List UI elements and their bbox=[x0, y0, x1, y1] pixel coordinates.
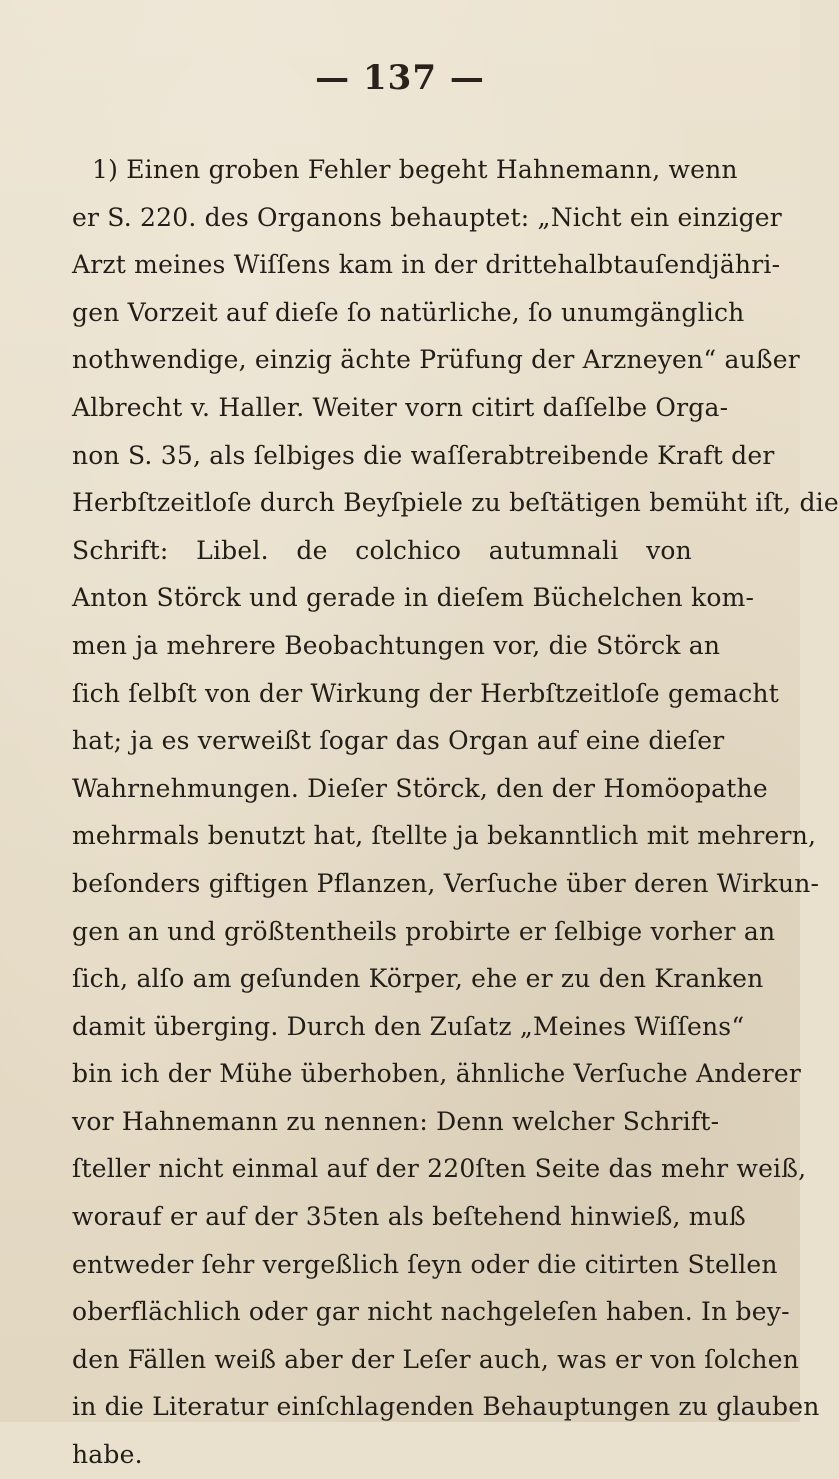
text-line-28: habe. bbox=[72, 1440, 143, 1470]
text-line-27: in die Literatur einſchlagenden Behauptungen zu glauben bbox=[72, 1392, 820, 1422]
text-line-5: nothwendige, einzig ächte Prüfung der Arzneyen“ außer bbox=[72, 345, 800, 375]
text-line-15: mehrmals benutzt hat, ſtellte ja bekanntlich mit mehrern, bbox=[72, 821, 817, 851]
text-line-26: den Fällen weiß aber der Leſer auch, was er von ſolchen bbox=[72, 1344, 800, 1374]
text-line-9: Schrift: Libel. de colchico autumnali von bbox=[72, 535, 692, 565]
text-line-25: oberflächlich oder gar nicht nachgeleſen haben. In bey- bbox=[72, 1297, 790, 1327]
text-line-22: ſteller nicht einmal auf der 220ſten Seite das mehr weiß, bbox=[72, 1154, 807, 1184]
text-line-2: er S. 220. des Organons behauptet: „Nicht ein einziger bbox=[72, 202, 782, 232]
text-line-3: Arzt meines Wiſſens kam in der drittehalbtauſendjähri- bbox=[72, 250, 781, 280]
text-line-13: hat; ja es verweißt ſogar das Organ auf eine dieſer bbox=[72, 726, 725, 756]
text-line-11: men ja mehrere Beobachtungen vor, die Störck an bbox=[72, 630, 721, 660]
text-line-7: non S. 35, als ſelbiges die waſſerabtreibende Kraft der bbox=[72, 440, 775, 470]
text-line-14: Wahrnehmungen. Dieſer Störck, den der Homöopathe bbox=[72, 773, 768, 803]
text-line-8: Herbſtzeitloſe durch Beyſpiele zu beſtätigen bemüht iſt, die bbox=[72, 488, 839, 518]
text-line-18: ſich, alſo am geſunden Körper, ehe er zu den Kranken bbox=[72, 964, 764, 994]
footnote-body bbox=[72, 146, 839, 1479]
text-line-24: entweder ſehr vergeßlich ſeyn oder die citirten Stellen bbox=[72, 1249, 778, 1279]
text-line-12: ſich ſelbſt von der Wirkung der Herbſtzeitloſe gemacht bbox=[72, 678, 779, 708]
page-number-header: — 137 — bbox=[315, 58, 485, 98]
text-line-23: worauf er auf der 35ten als beſtehend hinwieß, muß bbox=[72, 1202, 746, 1232]
text-line-6: Albrecht v. Haller. Weiter vorn citirt daſſelbe Orga- bbox=[72, 392, 729, 422]
text-line-4: gen Vorzeit auf dieſe ſo natürliche, ſo unumgänglich bbox=[72, 297, 745, 327]
text-line-10: Anton Störck und gerade in dieſem Büchelchen kom- bbox=[72, 583, 755, 613]
text-line-16: beſonders giftigen Pflanzen, Verſuche über deren Wirkun- bbox=[72, 868, 820, 898]
text-line-21: vor Hahnemann zu nennen: Denn welcher Schrift- bbox=[72, 1106, 720, 1136]
text-line-20: bin ich der Mühe überhoben, ähnliche Verſuche Anderer bbox=[72, 1059, 802, 1089]
text-line-19: damit überging. Durch den Zuſatz „Meines Wiſſens“ bbox=[72, 1011, 745, 1041]
text-line-1: 1) Einen groben Fehler begeht Hahnemann, wenn bbox=[92, 155, 738, 184]
text-line-17: gen an und größtentheils probirte er ſelbige vorher an bbox=[72, 916, 776, 946]
